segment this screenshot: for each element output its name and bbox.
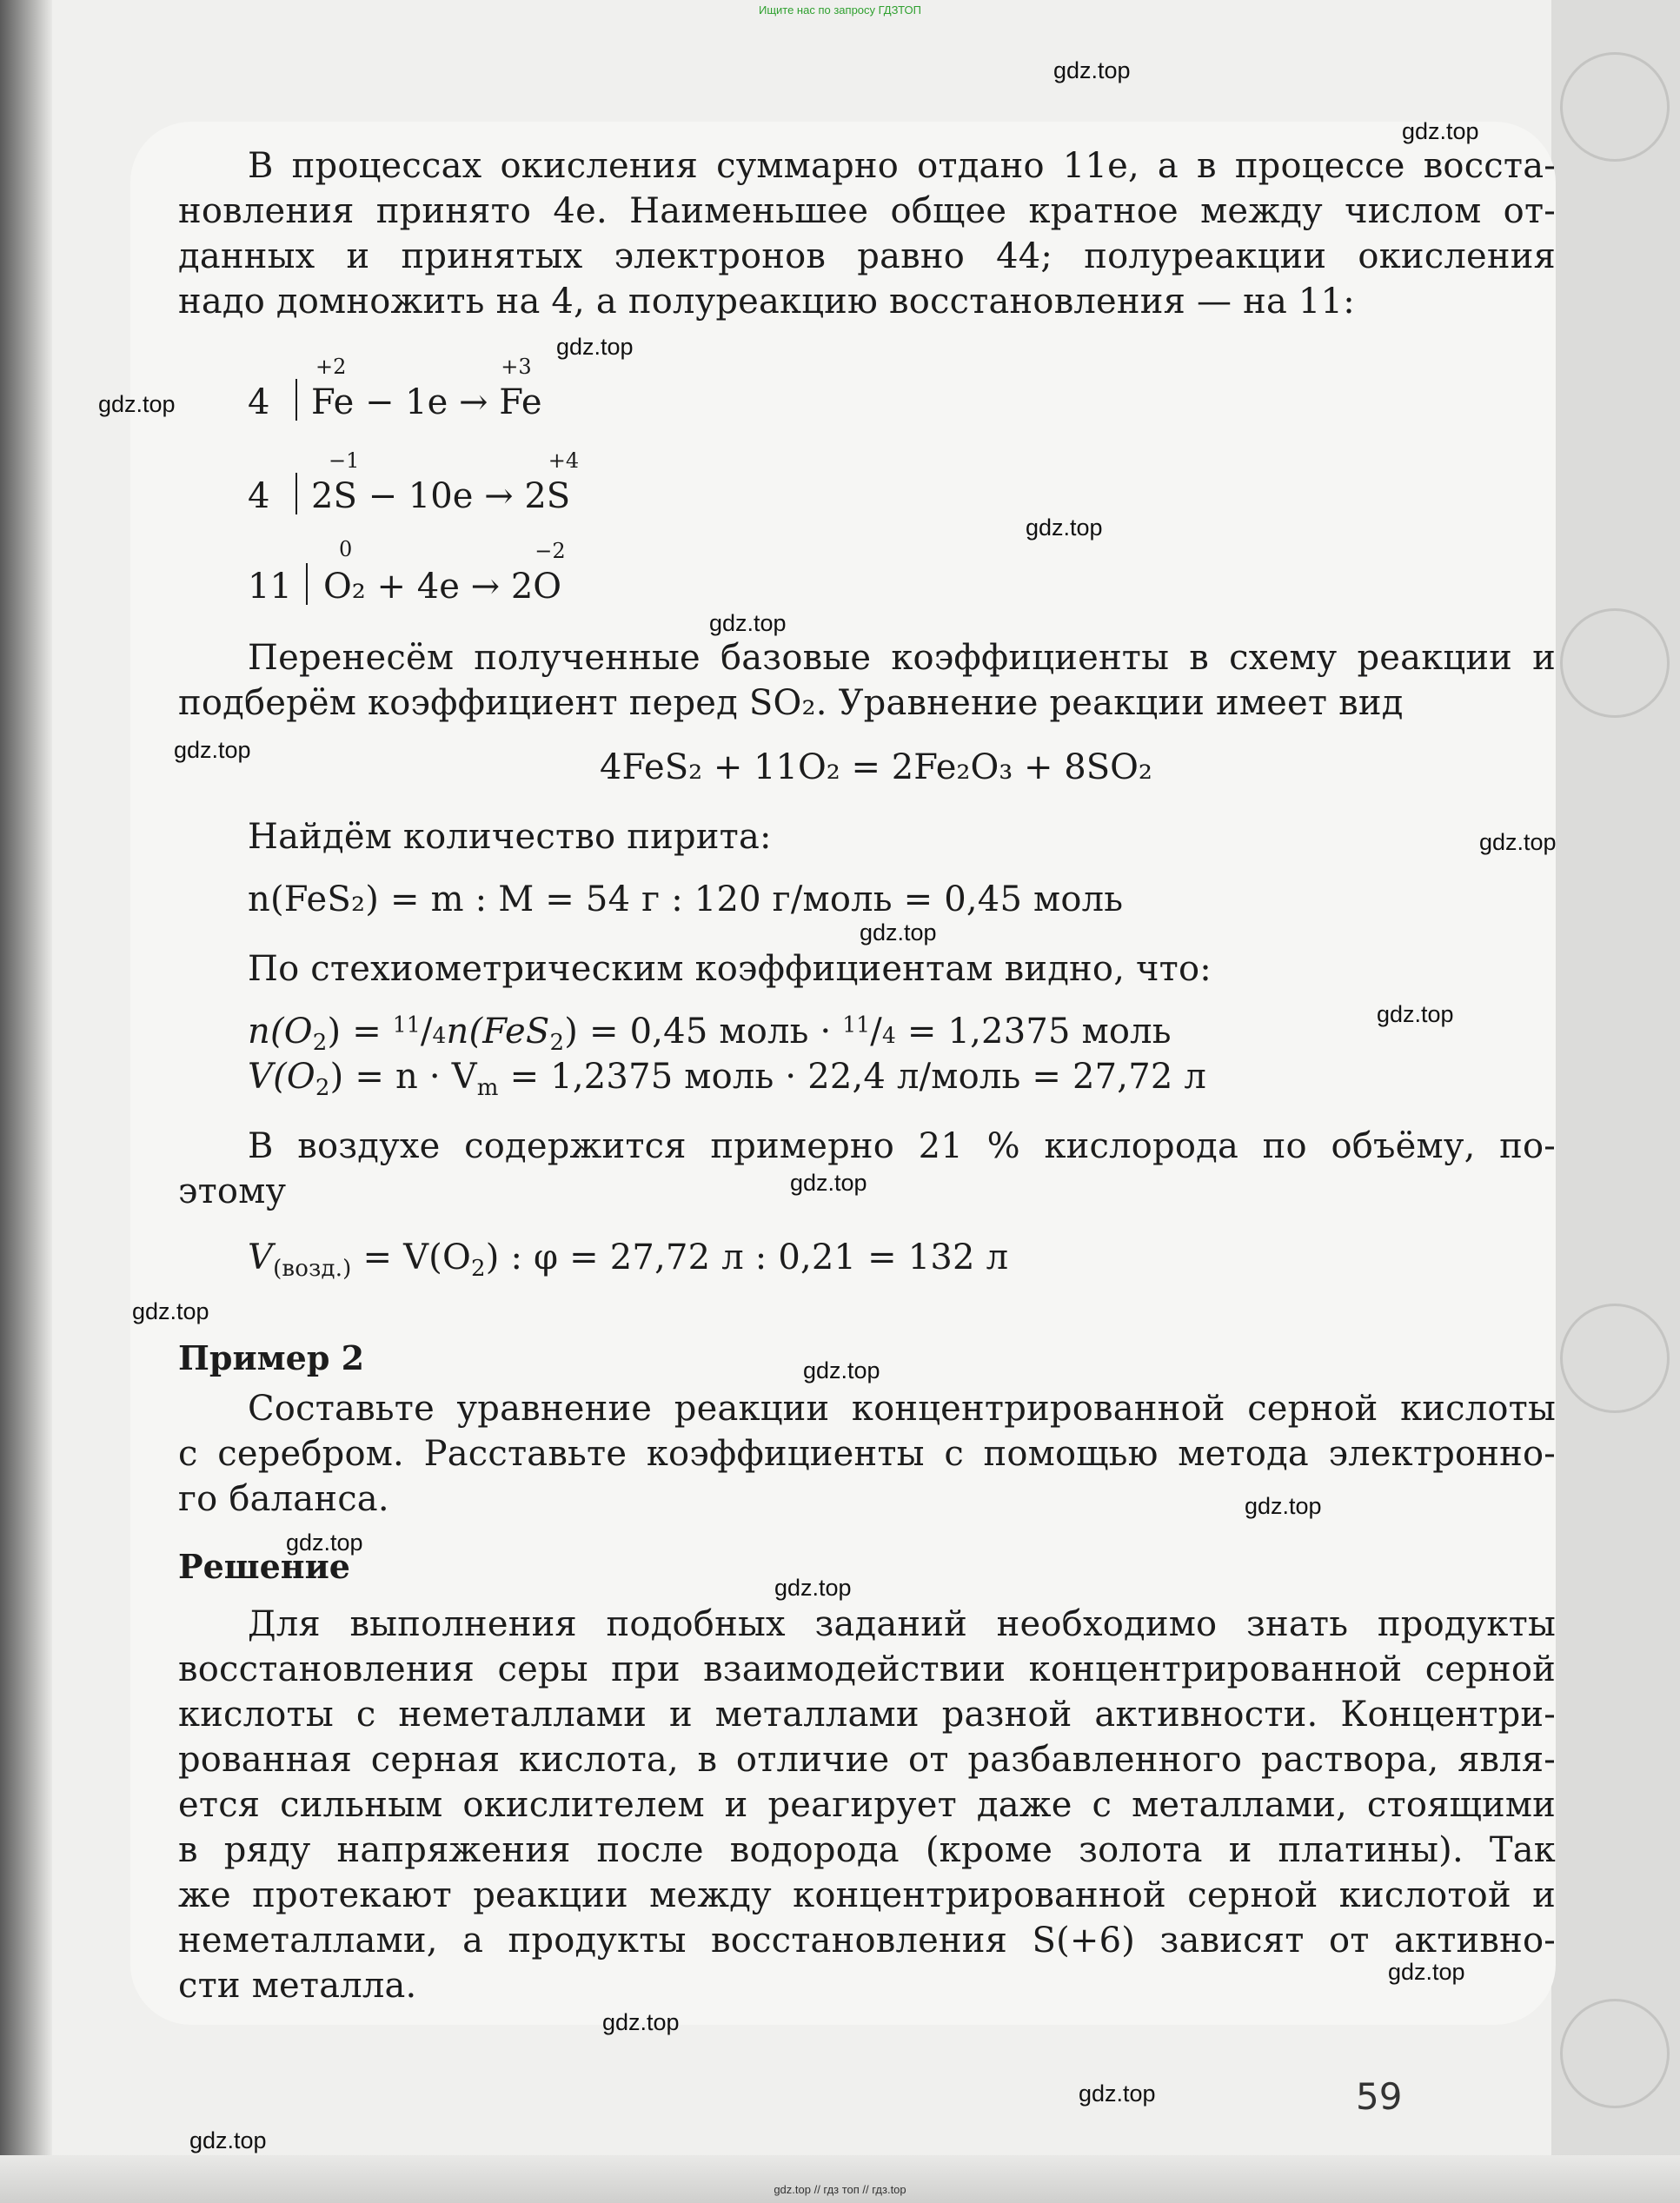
watermark: gdz.top	[1245, 1493, 1322, 1519]
watermark: gdz.top	[1053, 57, 1131, 83]
watermark: gdz.top	[1479, 829, 1557, 855]
watermark: gdz.top	[1377, 1001, 1454, 1027]
solution-line: же протекают реакции между концентрированной серной кислотой и	[178, 1875, 1556, 1915]
solution-title: Решение	[178, 1547, 350, 1586]
solution-line: неметаллами, а продукты восстановления S(+6) зависят от активно-	[178, 1921, 1556, 1961]
example2-title: Пример 2	[178, 1338, 365, 1377]
divider-bar	[306, 563, 308, 605]
decorative-side-strip	[1551, 0, 1680, 2203]
watermark: gdz.top	[803, 1357, 880, 1384]
solution-line: Для выполнения подобных заданий необходимо знать продукты	[248, 1604, 1556, 1644]
watermark: gdz.top	[774, 1575, 852, 1601]
solution-line: сти металла.	[178, 1966, 417, 2006]
half-reaction-expression: Fe − 1e → +3 Fe	[311, 355, 542, 422]
watermark: gdz.top	[602, 2009, 680, 2035]
doodle-circle	[1560, 608, 1670, 718]
solution-line: восстановления серы при взаимодействии концентрированной серной	[178, 1649, 1556, 1689]
watermark: gdz.top	[174, 737, 251, 763]
oxidation-state: +4	[548, 448, 580, 473]
watermark: gdz.top	[1026, 514, 1103, 541]
oxidation-state: −1	[329, 448, 360, 473]
solution-line: ется сильным окислителем и реагирует даже с металлами, стоящими	[178, 1785, 1556, 1825]
header-note[interactable]: Ищите нас по запросу ГДЗТОП	[758, 3, 921, 17]
page-number: 59	[1356, 2075, 1403, 2118]
paragraph2-line: подберём коэффициент перед SO₂. Уравнение реакции имеет вид	[178, 683, 1404, 723]
oxidation-state: +3	[501, 355, 532, 379]
air-text-line: В воздухе содержится примерно 21 % кислорода по объёму, по-	[248, 1126, 1556, 1166]
example2-line: Составьте уравнение реакции концентрированной серной кислоты	[248, 1389, 1556, 1429]
stoich-text: По стехиометрическим коэффициентам видно, что:	[248, 949, 1212, 989]
solution-line: в ряду напряжения после водорода (кроме золота и платины). Так	[178, 1830, 1556, 1870]
doodle-circle	[1560, 52, 1670, 162]
footer-note[interactable]: gdz.top // гдз топ // гдз.top	[774, 2183, 906, 2196]
paragraph1-line: надо домножить на 4, а полуреакцию восстановления — на 11:	[178, 282, 1355, 322]
page-fold-shadow	[0, 0, 52, 2203]
coefficient: 4	[248, 382, 270, 422]
coefficient: 11	[248, 567, 292, 607]
half-reaction-expression: 2S − 10e → 2 +4 S	[311, 448, 580, 516]
calc-n-fes2: n(FeS₂) = m : M = 54 г : 120 г/моль = 0,45 моль	[248, 879, 1124, 919]
coefficient: 4	[248, 476, 270, 516]
calc-v-air: $V_{(возд.)} = V(O_2)$ : φ = 27,72 л : 0,21 = 132 л	[248, 1238, 1009, 1282]
solution-line: кислоты с неметаллами и металлами разной активности. Концентри-	[178, 1695, 1556, 1735]
oxidation-state: +2	[315, 355, 347, 379]
watermark: gdz.top	[189, 2127, 267, 2153]
watermark: gdz.top	[709, 610, 787, 636]
calc-v-o2: $V(O_2) = n \cdot V_m = 1,2375$ моль · 22,4 л/моль = 27,72 л	[248, 1057, 1207, 1101]
watermark: gdz.top	[98, 391, 176, 417]
paragraph1-line: В процессах окисления суммарно отдано 11e, а в процессе восста-	[248, 146, 1556, 186]
watermark: gdz.top	[132, 1298, 209, 1324]
reaction-equation: 4FeS₂ + 11O₂ = 2Fe₂O₃ + 8SO₂	[600, 747, 1152, 787]
oxidation-state: 0	[339, 537, 353, 561]
divider-bar	[295, 473, 297, 514]
watermark: gdz.top	[1388, 1959, 1465, 1985]
paragraph1-line: новления принято 4e. Наименьшее общее кратное между числом от-	[178, 191, 1556, 231]
watermark: gdz.top	[286, 1529, 363, 1556]
calc-n-o2: $n(O_2) = ^{11}/4n(FeS_2) = 0,45$ моль · $^{11}$/4 = 1,2375 моль	[248, 1012, 1172, 1056]
oxidation-state: −2	[535, 539, 566, 563]
paragraph2-line: Перенесём полученные базовые коэффициенты в схему реакции и	[248, 638, 1556, 678]
find-pyrite-text: Найдём количество пирита:	[248, 817, 772, 857]
watermark: gdz.top	[1079, 2080, 1156, 2107]
watermark: gdz.top	[860, 919, 937, 946]
watermark: gdz.top	[790, 1170, 867, 1196]
watermark: gdz.top	[556, 334, 634, 360]
half-reaction-expression: O₂ + 4e → 2 −2 O	[323, 539, 566, 607]
solution-line: рованная серная кислота, в отличие от разбавленного раствора, явля-	[178, 1740, 1556, 1780]
example2-line: го баланса.	[178, 1479, 389, 1519]
divider-bar	[295, 379, 297, 421]
example2-line: с серебром. Расставьте коэффициенты с помощью метода электронно-	[178, 1434, 1556, 1474]
doodle-circle	[1560, 1999, 1670, 2108]
watermark: gdz.top	[1402, 118, 1479, 144]
doodle-circle	[1560, 1304, 1670, 1413]
paragraph1-line: данных и принятых электронов равно 44; полуреакции окисления	[178, 236, 1556, 276]
air-text-line: этому	[178, 1171, 287, 1211]
